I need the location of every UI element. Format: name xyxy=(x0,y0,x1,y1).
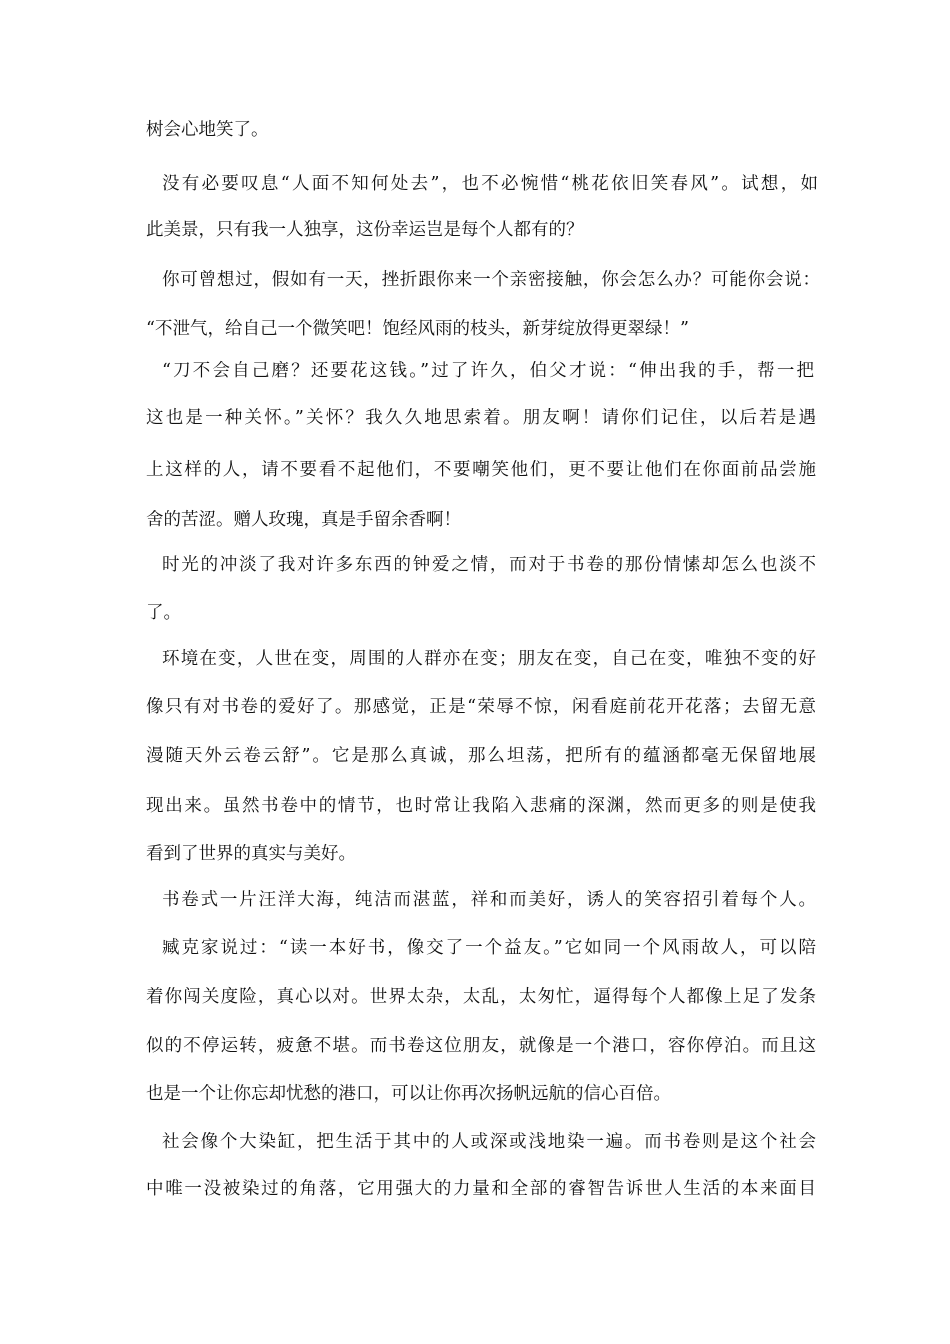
text-line: 似的不停运转，疲惫不堪。而书卷这位朋友，就像是一个港口，容你停泊。而且这 xyxy=(146,1036,816,1056)
text-line: 环境在变，人世在变，周围的人群亦在变；朋友在变，自己在变，唯独不变的好 xyxy=(162,649,816,669)
text-line: 时光的冲淡了我对许多东西的钟爱之情，而对于书卷的那份情愫却怎么也淡不 xyxy=(162,555,816,575)
text-line: 上这样的人，请不要看不起他们，不要嘲笑他们，更不要让他们在你面前品尝施 xyxy=(146,460,816,480)
text-line: 了。 xyxy=(146,603,181,623)
text-line: 舍的苦涩。赠人玫瑰，真是手留余香啊！ xyxy=(146,510,461,530)
text-line: 漫随天外云卷云舒”。它是那么真诚，那么坦荡，把所有的蕴涵都毫无保留地展 xyxy=(146,746,816,766)
text-line: 你可曾想过，假如有一天，挫折跟你来一个亲密接触，你会怎么办？可能你会说： xyxy=(162,270,820,290)
text-line: 社会像个大染缸，把生活于其中的人或深或浅地染一遍。而书卷则是这个社会 xyxy=(162,1132,816,1152)
text-line: 臧克家说过：“读一本好书，像交了一个益友。”它如同一个风雨故人，可以陪 xyxy=(162,938,816,958)
text-line: 书卷式一片汪洋大海，纯洁而湛蓝，祥和而美好，诱人的笑容招引着每个人。 xyxy=(162,890,816,910)
text-line: 现出来。虽然书卷中的情节，也时常让我陷入悲痛的深渊，然而更多的则是使我 xyxy=(146,796,816,816)
text-line: “不泄气，给自己一个微笑吧！饱经风雨的枝头，新芽绽放得更翠绿！” xyxy=(146,319,689,339)
text-line: 像只有对书卷的爱好了。那感觉，正是“荣辱不惊，闲看庭前花开花落；去留无意 xyxy=(146,697,816,717)
text-line: 此美景，只有我一人独享，这份幸运岂是每个人都有的？ xyxy=(146,220,584,240)
text-line: 看到了世界的真实与美好。 xyxy=(146,844,356,864)
text-line: 没有必要叹息“人面不知何处去”，也不必惋惜“桃花依旧笑春风”。试想，如 xyxy=(162,174,818,194)
text-line: 树会心地笑了。 xyxy=(146,120,269,140)
text-line: 着你闯关度险，真心以对。世界太杂，太乱，太匆忙，逼得每个人都像上足了发条 xyxy=(146,987,816,1007)
text-line: “刀不会自己磨？还要花这钱。”过了许久，伯父才说：“伸出我的手，帮一把 xyxy=(162,361,814,381)
text-line: 这也是一种关怀。”关怀？我久久地思索着。朋友啊！请你们记住，以后若是遇 xyxy=(146,408,816,428)
text-line: 也是一个让你忘却忧愁的港口，可以让你再次扬帆远航的信心百倍。 xyxy=(146,1084,671,1104)
text-line: 中唯一没被染过的角落，它用强大的力量和全部的睿智告诉世人生活的本来面目 xyxy=(146,1179,816,1199)
